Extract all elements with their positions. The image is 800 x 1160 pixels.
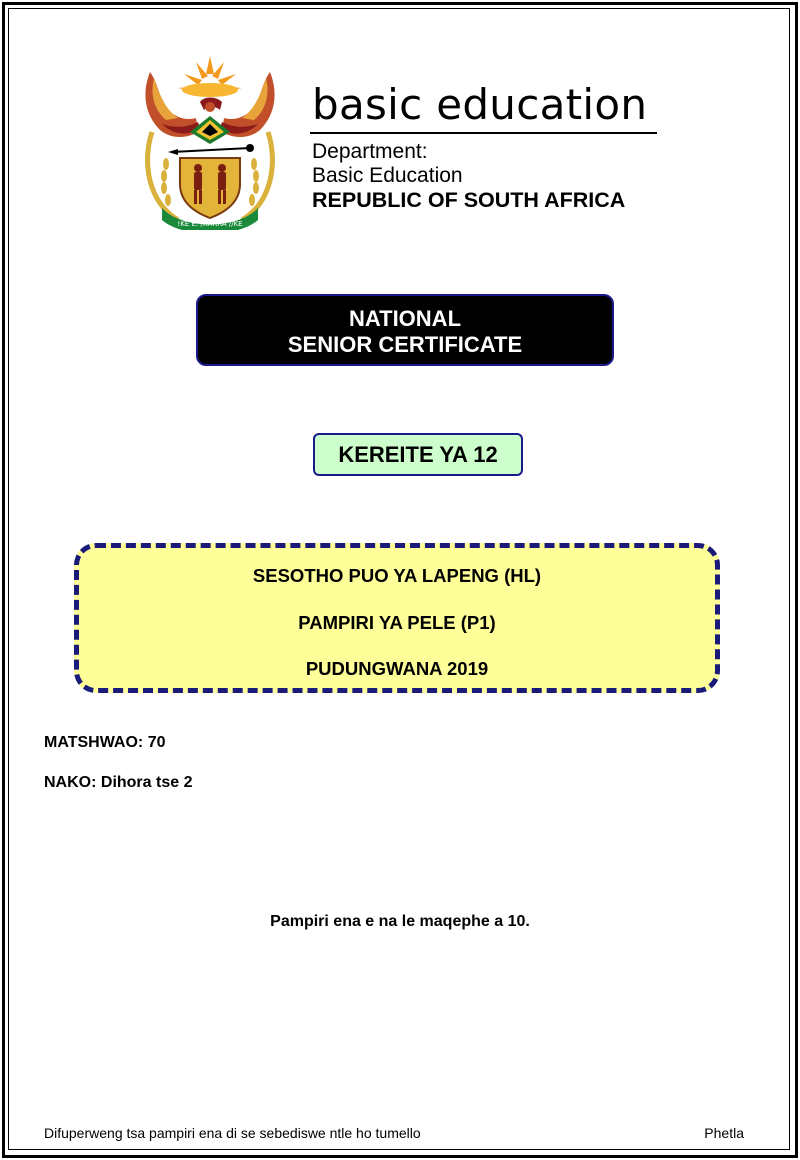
copyright-notice: Difuperweng tsa pampiri ena di se sebediswe ntle ho tumello — [44, 1125, 421, 1141]
session-title: PUDUNGWANA 2019 — [305, 658, 489, 679]
time-info: NAKO: Dihora tse 2 — [44, 774, 193, 791]
grade-box: KEREITE YA 12 — [313, 433, 523, 476]
paper-title: PAMPIRI YA PELE (P1) — [298, 612, 496, 633]
subject-box — [74, 543, 720, 693]
department-label: Department: — [312, 140, 428, 163]
department-name: Basic Education — [312, 164, 463, 187]
coat-of-arms-motto: !KE E: /XARRA //KE — [177, 220, 243, 228]
subject-title: SESOTHO PUO YA LAPENG (HL) — [252, 565, 542, 586]
marks-info: MATSHWAO: 70 — [44, 734, 166, 751]
banner-line-2: SENIOR CERTIFICATE — [287, 332, 523, 357]
brand-title: basic education — [312, 80, 648, 129]
nsc-banner — [196, 294, 614, 366]
pages-note: Pampiri ena e na le maqephe a 10. — [270, 913, 530, 930]
coat-of-arms-icon — [138, 52, 282, 230]
banner-line-1: NATIONAL — [348, 306, 462, 331]
brand-block — [310, 80, 660, 212]
brand-divider — [310, 132, 657, 134]
turn-over-label: Phetla — [704, 1125, 744, 1141]
country-name: REPUBLIC OF SOUTH AFRICA — [312, 188, 626, 212]
